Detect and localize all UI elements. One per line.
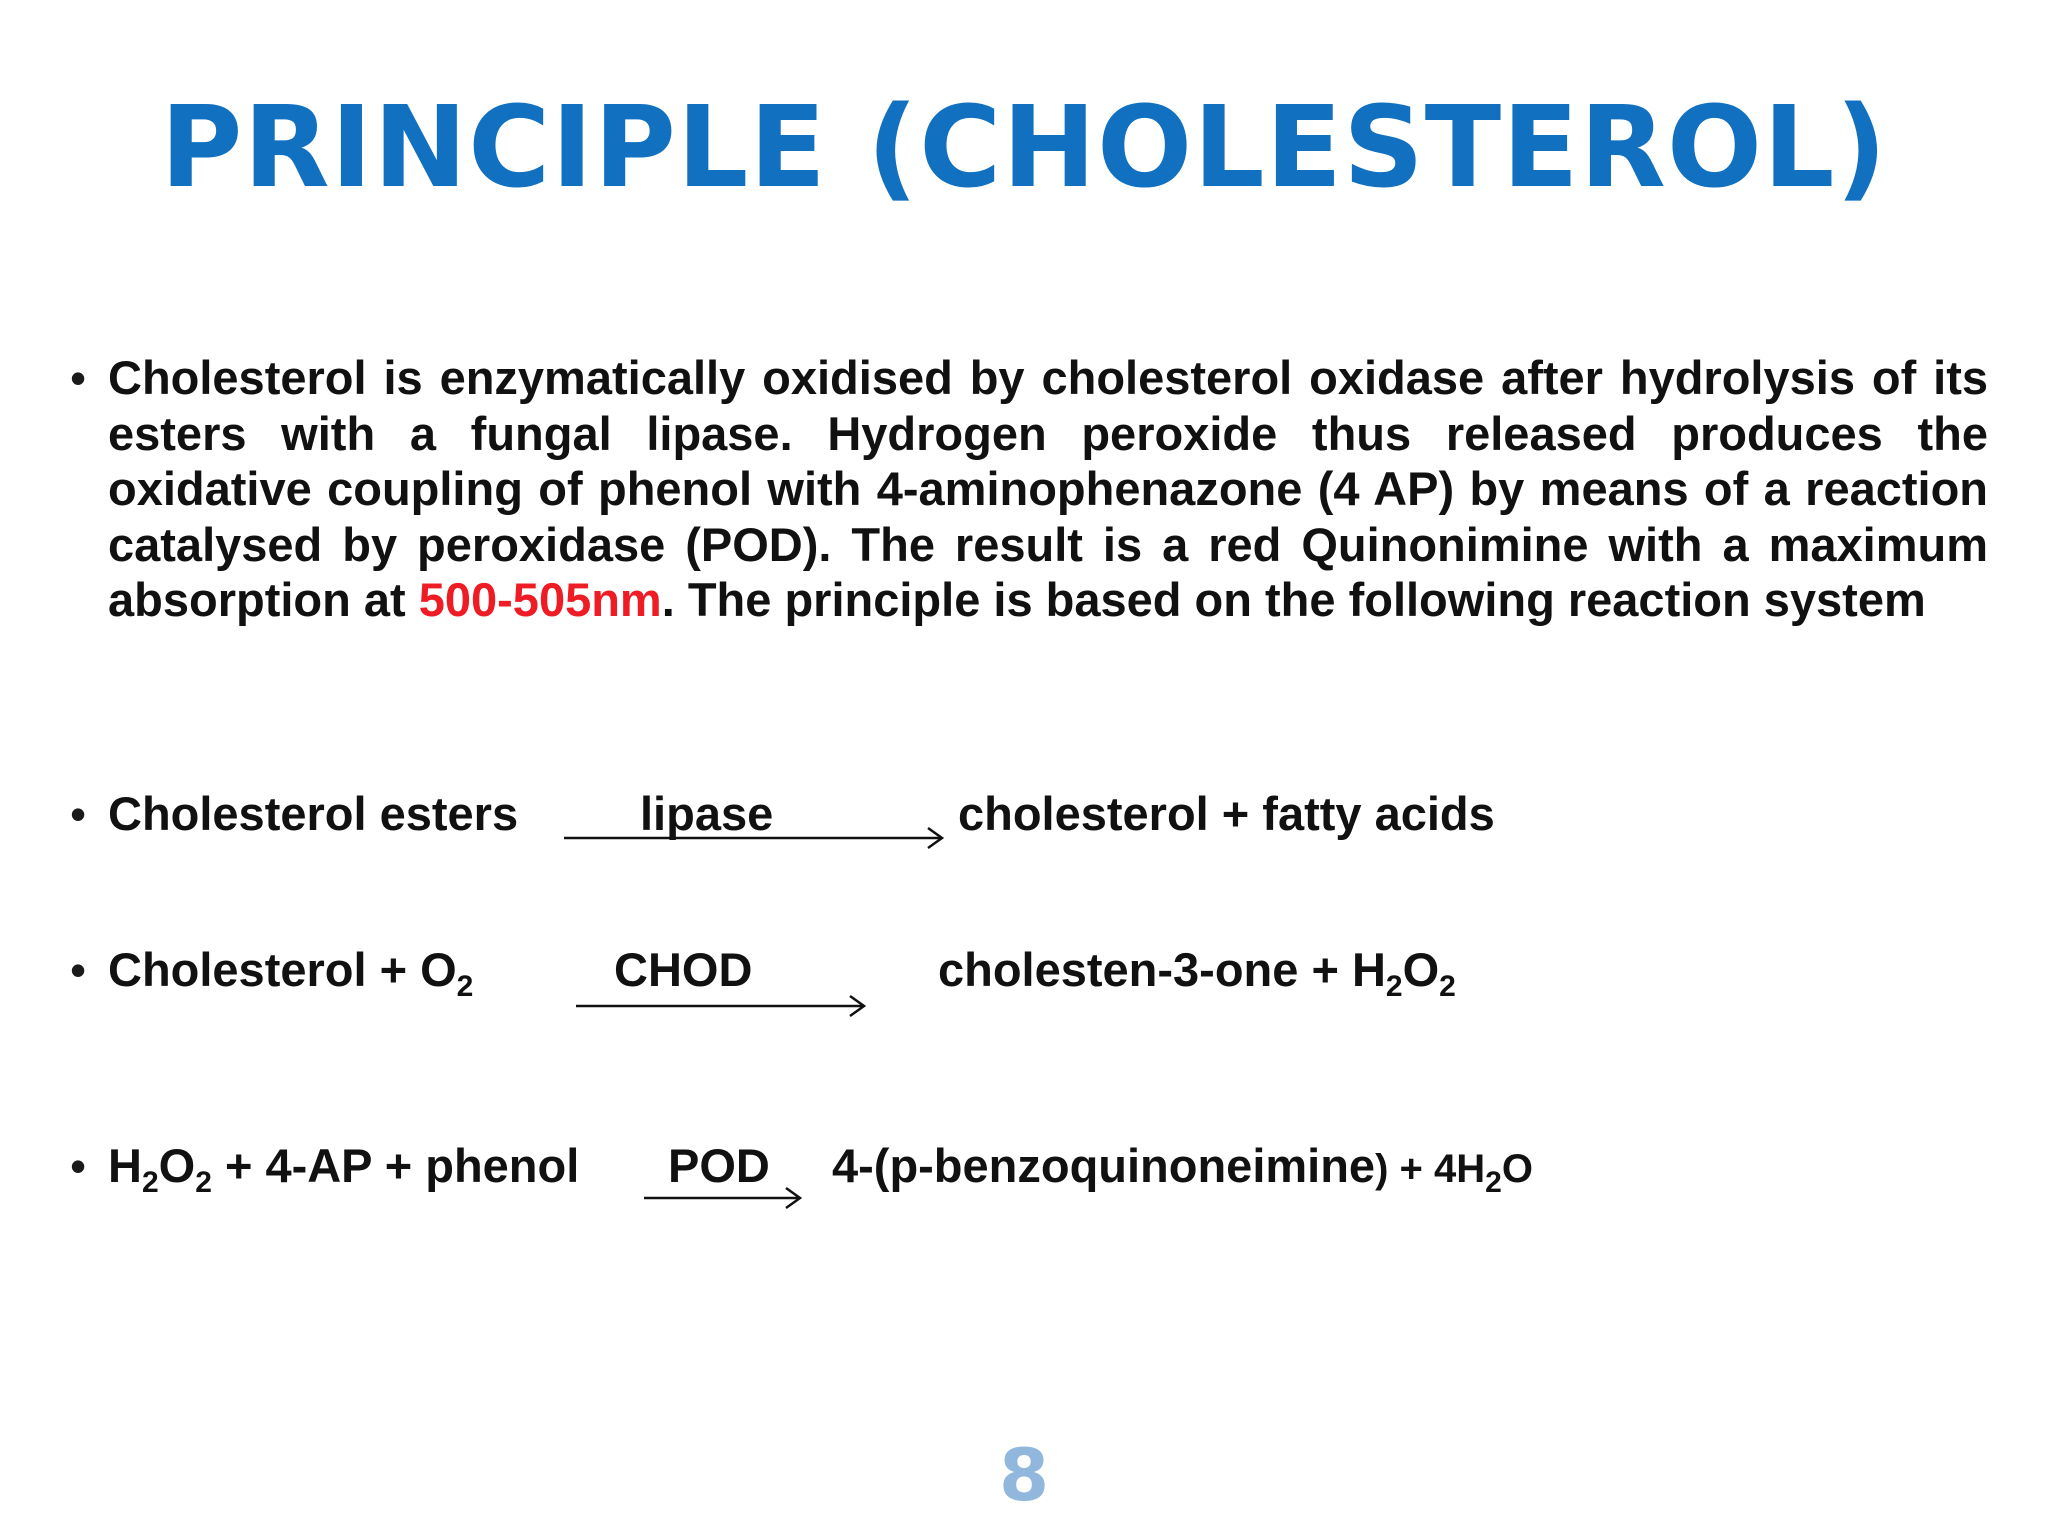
reaction-3-products-text: 4-(p-benzoquinoneimine	[832, 1139, 1376, 1192]
reaction-2-products-text: cholesten-3-one + H	[938, 943, 1386, 996]
reaction-1-reactants: Cholesterol esters	[108, 787, 519, 840]
reaction-3-products-end: O	[1501, 1147, 1533, 1191]
bullet-icon: •	[70, 1140, 87, 1192]
reaction-3-reactants	[108, 1138, 580, 1199]
reaction-1-products: cholesterol + fatty acids	[958, 787, 1495, 840]
reaction-3-products-water: ) + 4H	[1375, 1147, 1486, 1191]
reaction-2-arrow-icon	[574, 994, 874, 1024]
subscript: 2	[141, 1166, 159, 1199]
reaction-1-enzyme: lipase	[640, 787, 774, 840]
reaction-3-hydrogen: H	[108, 1139, 142, 1192]
reaction-3-arrow-icon	[642, 1186, 812, 1216]
subscript: 2	[195, 1166, 212, 1199]
reaction-2-products-oxygen: O	[1402, 943, 1440, 996]
intro-paragraph	[108, 350, 1988, 628]
reaction-2-products	[938, 942, 1456, 1003]
bullet-icon: •	[70, 352, 87, 404]
reaction-1-arrow-icon	[562, 826, 952, 856]
subscript: 2	[1485, 1166, 1502, 1199]
subscript: 2	[1439, 970, 1456, 1003]
reaction-3-oxygen: O	[158, 1139, 196, 1192]
bullet-icon: •	[70, 944, 87, 996]
page-number: 8	[998, 1433, 1050, 1517]
reaction-3-products	[832, 1138, 1533, 1197]
subscript: 2	[456, 970, 474, 1003]
intro-text-after: . The principle is based on the following reaction system	[661, 573, 1926, 626]
bullet-icon: •	[70, 788, 87, 840]
wavelength-highlight: 500-505nm	[418, 573, 662, 626]
intro-text-before: Cholesterol is enzymatically oxidised by cholesterol oxidase after hydrolysis of its esters with a fungal lipase. Hydrogen peroxide thus released produces the oxidative coupling of phenol with 4-aminophenazone (4 AP) by means of a reaction catalysed by peroxidase (POD). The result is a red Quinonimine with a maximum absorption at	[108, 351, 1988, 626]
reaction-2-reactants	[108, 942, 474, 1003]
reaction-2-enzyme: CHOD	[614, 943, 753, 996]
reaction-2-reactants-text: Cholesterol + O	[108, 943, 457, 996]
slide-title: PRINCIPLE (CHOLESTEROL)	[160, 83, 1888, 213]
reaction-3-enzyme: POD	[668, 1139, 770, 1192]
subscript: 2	[1385, 970, 1403, 1003]
reaction-3-reactants-rest: + 4-AP + phenol	[211, 1139, 580, 1192]
